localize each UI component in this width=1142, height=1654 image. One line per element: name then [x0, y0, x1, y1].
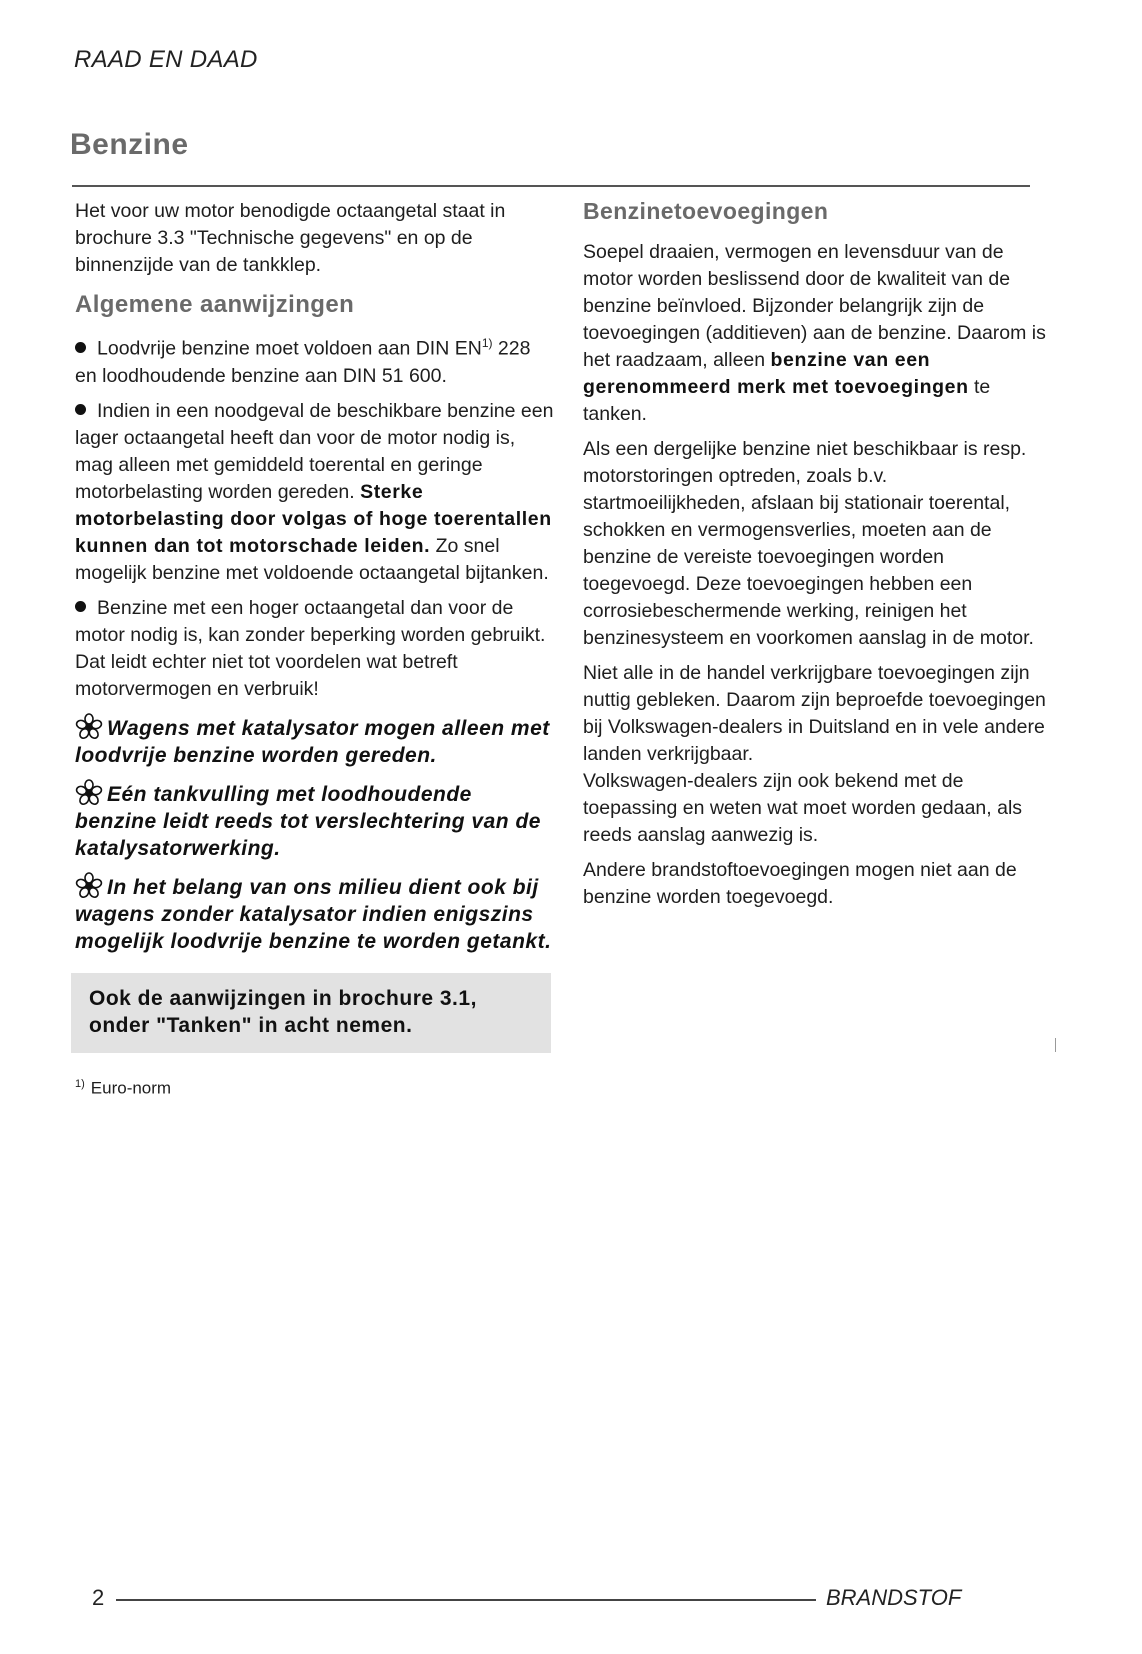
- paragraph: Volkswagen-dealers zijn ook bekend met de toepassing en weten wat moet worden gedaan, als reeds aanslag aanwezig is.: [583, 770, 1023, 846]
- intro-paragraph: Het voor uw motor benodigde octaangetal staat in brochure 3.3 "Technische gegevens" en op de binnenzijde van de tankklep.: [75, 200, 506, 276]
- footnote-text: Euro-norm: [90, 1078, 172, 1098]
- chapter-label: BRANDSTOF: [826, 1585, 962, 1610]
- title-divider: [72, 185, 1030, 187]
- flower-environment-icon: [75, 713, 103, 741]
- footnote-marker: 1): [75, 1077, 85, 1090]
- callout-box: Ook de aanwijzingen in brochure 3.1, onder "Tanken" in acht nemen.: [71, 973, 551, 1053]
- bullet-icon: [75, 601, 86, 612]
- page-title: Benzine: [70, 128, 189, 161]
- running-head: RAAD EN DAAD: [74, 46, 258, 73]
- flower-environment-icon: [75, 779, 103, 807]
- bullet-item: Benzine met een hoger octaangetal dan voor de motor nodig is, kan zonder beperking worden gebruikt. Dat leidt echter niet tot voordelen wat betreft motorvermogen en verbruik!: [75, 596, 546, 700]
- section-title-additives: Benzinetoevoegingen: [583, 198, 829, 224]
- page-number: 2: [92, 1585, 105, 1610]
- emphasis-text: benzine van een gerenommeerd merk met toevoegingen: [583, 349, 969, 398]
- left-column: [75, 198, 555, 1101]
- environment-note: Wagens met katalysator mogen alleen met loodvrije benzine worden gereden.: [75, 713, 555, 769]
- warning-text: Sterke motorbelasting door volgas of hoge toerentallen kunnen dan tot motorschade leiden.: [75, 480, 552, 557]
- bullet-icon: [75, 342, 86, 353]
- paragraph: Soepel draaien, vermogen en levensduur van de motor worden beslissend door de kwaliteit van de benzine beïnvloed. Bijzonder belangrijk zijn de toevoegingen (additieven) aan de benzine. Daarom is het raadzaam, alleen benzine van een gerenommeerd merk met toevoegingen te tanken.: [583, 241, 1046, 425]
- paragraph: Andere brandstoftoevoegingen mogen niet aan de benzine worden toegevoegd.: [583, 859, 1017, 908]
- right-column: [583, 198, 1048, 919]
- paragraph: Niet alle in de handel verkrijgbare toevoegingen zijn nuttig gebleken. Daarom zijn beproefde toevoegingen bij Volkswagen-dealers in Duitsland en in vele andere landen verkrijgbaar.: [583, 662, 1046, 765]
- footnote-ref: 1): [481, 336, 493, 350]
- footnote: [75, 1071, 555, 1102]
- flower-environment-icon: [75, 872, 103, 900]
- bullet-icon: [75, 404, 86, 415]
- paragraph: Als een dergelijke benzine niet beschikbaar is resp. motorstoringen optreden, zoals b.v. startmoeilijkheden, afslaan bij stationair toerental, schokken en vermogensverlies, moeten aan de benzine de vereiste toevoegingen worden toegevoegd. Deze toevoegingen hebben een corrosiebeschermende werking, reinigen het benzinesysteem en voorkomen aanslag in de motor.: [583, 438, 1034, 649]
- section-title-general: Algemene aanwijzingen: [75, 291, 355, 318]
- environment-note: Eén tankvulling met loodhoudende benzine leidt reeds tot verslechtering van de katalysatorwerking.: [75, 779, 555, 862]
- bullet-item: Indien in een noodgeval de beschikbare benzine een lager octaangetal heeft dan voor de motor nodig is, mag alleen met gemiddeld toerental en geringe motorbelasting worden gereden. Sterke motorbelasting door volgas of hoge toerentallen kunnen dan tot motorschade leiden. Zo snel mogelijk benzine met voldoende octaangetal bijtanken.: [75, 399, 554, 584]
- margin-mark: [1055, 1038, 1056, 1052]
- environment-note: In het belang van ons milieu dient ook bij wagens zonder katalysator indien enigszins mogelijk loodvrije benzine te worden getankt.: [75, 872, 555, 955]
- footer-divider: [116, 1599, 816, 1601]
- bullet-item: Loodvrije benzine moet voldoen aan DIN EN$^{1)}$ 228 en loodhoudende benzine aan DIN 51 600.: [75, 336, 531, 387]
